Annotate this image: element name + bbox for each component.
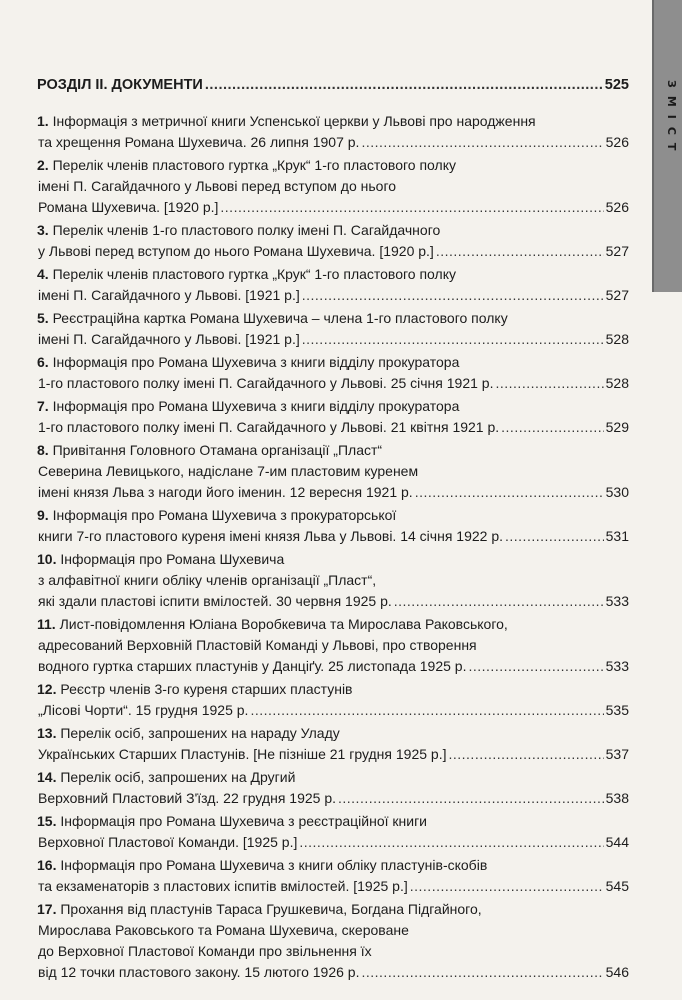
- toc-entry-text: до Верховної Пластової Команди про звільнення їх: [38, 943, 372, 959]
- toc-entry[interactable]: [37, 549, 629, 612]
- toc-entry-text: книги 7-го пластового куреня імені князя Льва у Львові. 14 січня 1922 р.: [38, 528, 503, 544]
- toc-entry[interactable]: [37, 308, 629, 350]
- toc-entry-last-line: [37, 591, 629, 612]
- toc-entry-line: [37, 176, 629, 197]
- toc-entry-line: [37, 570, 629, 591]
- toc-entry-page: 526: [605, 199, 629, 215]
- toc-entry-text: імені князя Льва з нагоди його іменин. 12 вересня 1921 р.: [38, 484, 413, 500]
- toc-entry-last-line: [37, 832, 629, 853]
- dot-leader: [361, 962, 603, 983]
- toc-entry[interactable]: [37, 767, 629, 809]
- toc-entry-line: [37, 308, 629, 329]
- toc-entry-page: 537: [605, 746, 629, 762]
- dot-leader: [361, 132, 603, 153]
- toc-entry-last-line: [37, 526, 629, 547]
- toc-entry-text: які здали пластові іспити вмілостей. 30 червня 1925 р.: [38, 593, 392, 609]
- toc-entry[interactable]: [37, 111, 629, 153]
- toc-entry-number: 11.: [37, 616, 56, 632]
- dot-leader: [205, 77, 603, 93]
- toc-entry-text: Перелік осіб, запрошених на нараду Уладу: [60, 725, 340, 741]
- toc-entry-text: Лист-повідомлення Юліана Воробкевича та Мирослава Раковського,: [59, 616, 508, 632]
- toc-entry[interactable]: [37, 855, 629, 897]
- toc-entry-last-line: [37, 417, 629, 438]
- dot-leader: [338, 788, 604, 809]
- toc-entry-line: [37, 440, 629, 461]
- toc-entry-text: імені П. Сагайдачного у Львові. [1921 р.]: [38, 287, 300, 303]
- toc-entry-text: Верховної Пластової Команди. [1925 р.]: [38, 834, 298, 850]
- dot-leader: [501, 417, 603, 438]
- dot-leader: [448, 744, 603, 765]
- toc-entry-line: [37, 549, 629, 570]
- section-heading: [37, 77, 629, 93]
- toc-entry-number: 10.: [37, 551, 57, 567]
- toc-entry-text: Перелік членів пластового гуртка „Крук“ 1-го пластового полку: [52, 157, 456, 173]
- toc-entry-number: 6.: [37, 354, 49, 370]
- toc-entry-page: 535: [605, 702, 629, 718]
- toc-entry-text: Перелік осіб, запрошених на Другий: [60, 769, 296, 785]
- toc-entry-line: [37, 679, 629, 700]
- toc-entry-text: імені П. Сагайдачного у Львові. [1921 р.]: [38, 331, 300, 347]
- toc-entry-number: 13.: [37, 725, 57, 741]
- toc-entry-text: Інформація про Романа Шухевича: [60, 551, 285, 567]
- toc-entry-page: 528: [605, 375, 629, 391]
- toc-entry-number: 4.: [37, 266, 49, 282]
- toc-entry-text: Верховний Пластовий З'їзд. 22 грудня 1925 р.: [38, 790, 336, 806]
- toc-entry-text: Романа Шухевича. [1920 р.]: [38, 199, 219, 215]
- toc-entry-last-line: [37, 285, 629, 306]
- toc-entry-page: 527: [605, 243, 629, 259]
- toc-entry-line: [37, 396, 629, 417]
- toc-entry-page: 538: [605, 790, 629, 806]
- toc-entry[interactable]: [37, 264, 629, 306]
- dot-leader: [299, 832, 603, 853]
- toc-entry-number: 9.: [37, 507, 49, 523]
- toc-entry-line: [37, 767, 629, 788]
- section-page: 525: [604, 77, 629, 93]
- toc-entry-line: [37, 723, 629, 744]
- toc-entry-page: 530: [605, 484, 629, 500]
- toc-entry-text: „Лісові Чорти“. 15 грудня 1925 р.: [38, 702, 249, 718]
- toc-entries: [37, 111, 629, 983]
- toc-entry-last-line: [37, 788, 629, 809]
- dot-leader: [505, 526, 604, 547]
- toc-entry-text: Реєстр членів 3-го куреня старших пластунів: [60, 681, 353, 697]
- toc-entry-text: Інформація про Романа Шухевича з книги відділу прокуратора: [52, 398, 460, 414]
- toc-entry-text: Українських Старших Пластунів. [Не пізніше 21 грудня 1925 р.]: [38, 746, 447, 762]
- toc-entry[interactable]: [37, 811, 629, 853]
- section-title: РОЗДІЛ ІІ. ДОКУМЕНТИ: [37, 77, 203, 93]
- toc-entry-text: Перелік членів 1-го пластового полку імені П. Сагайдачного: [52, 222, 441, 238]
- toc-entry-text: Реєстраційна картка Романа Шухевича – члена 1-го пластового полку: [52, 310, 508, 326]
- toc-entry-line: [37, 220, 629, 241]
- toc-entry[interactable]: [37, 155, 629, 218]
- toc-entry-last-line: [37, 482, 629, 503]
- toc-entry-number: 1.: [37, 113, 49, 129]
- toc-entry-text: Інформація про Романа Шухевича з прокураторської: [52, 507, 397, 523]
- toc-entry-line: [37, 352, 629, 373]
- toc-entry-line: [37, 461, 629, 482]
- toc-entry-line: [37, 264, 629, 285]
- toc-entry-last-line: [37, 197, 629, 218]
- toc-entry-page: 544: [605, 834, 629, 850]
- toc-entry[interactable]: [37, 505, 629, 547]
- toc-entry-line: [37, 614, 629, 635]
- toc-entry-text: у Львові перед вступом до нього Романа Шухевича. [1920 р.]: [38, 243, 434, 259]
- dot-leader: [436, 241, 604, 262]
- toc-entry-last-line: [37, 876, 629, 897]
- toc-entry-text: Інформація з метричної книги Успенської церкви у Львові про народження: [52, 113, 536, 129]
- toc-entry-last-line: [37, 132, 629, 153]
- toc-entry-text: 1-го пластового полку імені П. Сагайдачного у Львові. 25 січня 1921 р.: [38, 375, 494, 391]
- toc-entry-page: 531: [605, 528, 629, 544]
- toc-entry-last-line: [37, 962, 629, 983]
- toc-entry-number: 16.: [37, 857, 57, 873]
- dot-leader: [302, 329, 604, 350]
- toc-entry-text: адресований Верховній Пластовій Команді у Львові, про створення: [38, 637, 477, 653]
- toc-entry[interactable]: [37, 440, 629, 503]
- toc-entry-text: Привітання Головного Отамана організації „Пласт“: [52, 442, 383, 458]
- toc-entry-last-line: [37, 700, 629, 721]
- dot-leader: [302, 285, 604, 306]
- toc-entry[interactable]: [37, 899, 629, 983]
- dot-leader: [220, 197, 603, 218]
- dot-leader: [495, 373, 603, 394]
- toc-entry-number: 14.: [37, 769, 57, 785]
- toc-entry[interactable]: [37, 220, 629, 262]
- toc-entry-number: 15.: [37, 813, 57, 829]
- toc-entry-number: 2.: [37, 157, 49, 173]
- toc-entry-line: [37, 899, 629, 920]
- toc-entry-text: від 12 точки пластового закону. 15 лютого 1926 р.: [38, 964, 360, 980]
- toc-entry-number: 8.: [37, 442, 49, 458]
- toc-entry-page: 546: [605, 964, 629, 980]
- toc-entry-page: 545: [605, 878, 629, 894]
- toc-entry-text: з алфавітної книги обліку членів організації „Пласт“,: [38, 572, 377, 588]
- toc-entry-page: 526: [605, 134, 629, 150]
- toc-entry-number: 12.: [37, 681, 57, 697]
- toc-entry-text: Прохання від пластунів Тараса Грушкевича, Богдана Підгайного,: [60, 901, 482, 917]
- toc-entry-text: Перелік членів пластового гуртка „Крук“ 1-го пластового полку: [52, 266, 456, 282]
- toc-entry-number: 17.: [37, 901, 57, 917]
- toc-entry-line: [37, 855, 629, 876]
- toc-entry-number: 7.: [37, 398, 49, 414]
- toc-entry-line: [37, 920, 629, 941]
- toc-entry-page: 533: [605, 658, 629, 674]
- toc-entry[interactable]: [37, 352, 629, 394]
- toc-entry-page: 529: [605, 419, 629, 435]
- toc-entry-line: [37, 111, 629, 132]
- toc-entry-line: [37, 635, 629, 656]
- toc-entry-text: водного гуртка старших пластунів у Данціґу. 25 листопада 1925 р.: [38, 658, 467, 674]
- toc-entry-text: Северина Левицького, надіслане 7-им пластовим куренем: [38, 463, 419, 479]
- toc-entry-page: 527: [605, 287, 629, 303]
- toc-entry-page: 533: [605, 593, 629, 609]
- toc-entry[interactable]: [37, 679, 629, 721]
- toc-entry-text: Інформація про Романа Шухевича з книги відділу прокуратора: [52, 354, 460, 370]
- toc-entry-text: та екзаменаторів з пластових іспитів вмілостей. [1925 р.]: [38, 878, 408, 894]
- toc-entry[interactable]: [37, 614, 629, 677]
- toc-entry-number: 5.: [37, 310, 49, 326]
- dot-leader: [468, 656, 603, 677]
- toc-entry-text: Інформація про Романа Шухевича з реєстраційної книги: [60, 813, 427, 829]
- toc-entry-last-line: [37, 744, 629, 765]
- toc-entry-last-line: [37, 656, 629, 677]
- toc-entry-line: [37, 155, 629, 176]
- toc-entry-text: імені П. Сагайдачного у Львові перед вступом до нього: [38, 178, 397, 194]
- toc-entry[interactable]: [37, 723, 629, 765]
- toc-entry-last-line: [37, 329, 629, 350]
- toc-entry-line: [37, 811, 629, 832]
- table-of-contents: [37, 77, 629, 985]
- toc-entry[interactable]: [37, 396, 629, 438]
- toc-entry-text: та хрещення Романа Шухевича. 26 липня 1907 р.: [38, 134, 360, 150]
- dot-leader: [250, 700, 603, 721]
- toc-entry-line: [37, 941, 629, 962]
- side-tab-label: ЗМІСТ: [665, 80, 678, 159]
- toc-entry-page: 528: [605, 331, 629, 347]
- toc-entry-last-line: [37, 241, 629, 262]
- dot-leader: [410, 876, 604, 897]
- toc-entry-number: 3.: [37, 222, 49, 238]
- toc-entry-text: Мирослава Раковського та Романа Шухевича, скероване: [38, 922, 409, 938]
- toc-entry-line: [37, 505, 629, 526]
- dot-leader: [394, 591, 604, 612]
- toc-entry-text: 1-го пластового полку імені П. Сагайдачного у Львові. 21 квітня 1921 р.: [38, 419, 500, 435]
- toc-entry-text: Інформація про Романа Шухевича з книги обліку пластунів-скобів: [60, 857, 488, 873]
- dot-leader: [415, 482, 604, 503]
- toc-entry-last-line: [37, 373, 629, 394]
